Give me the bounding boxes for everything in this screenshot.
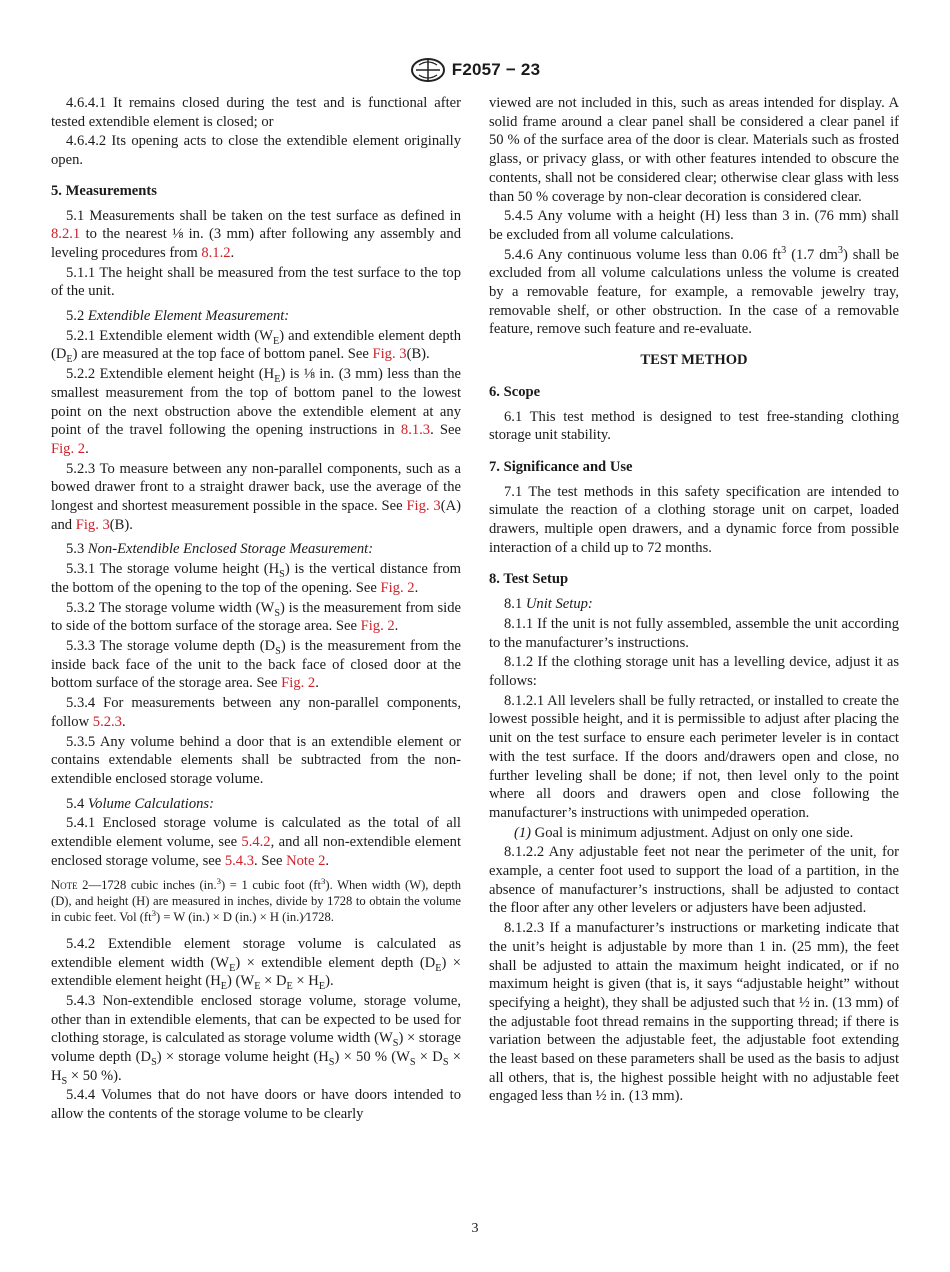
para-5-4-1: 5.4.1 Enclosed storage volume is calculated as the total of all extendible element volume, see 5.4.2, and all non-extendible element enclosed storage volume, see 5.4.3. See Note 2. <box>51 815 461 869</box>
para-7-1: 7.1 The test methods in this safety specification are intended to simulate the reaction of a clothing storage unit on carpet, loaded drawers, multiple open drawers, and a dynamic force from possible interaction of a child up to 72 months. <box>489 483 899 556</box>
para-5-4-5: 5.4.5 Any volume with a height (H) less than 3 in. (76 mm) shall be excluded from all volume calculations. <box>489 208 899 243</box>
astm-logo-icon <box>410 57 446 83</box>
link-fig-2[interactable]: Fig. 2 <box>281 675 316 692</box>
para-5-4-4: 5.4.4 Volumes that do not have doors or have doors intended to allow the contents of the storage volume to be clearly <box>51 1087 461 1123</box>
para-5-4-6: 5.4.6 Any continuous volume less than 0.06 $ft^3$ (1.7 $dm^3$) shall be excluded from all volume calculations unless the volume is created by a removable feature, for example, a removable jewelry tray, removable shelf, or other obstruction. In the case of a removable feature, remove such feature and re-evaluate. <box>489 244 899 338</box>
para-8-1-2-1: 8.1.2.1 All levelers shall be fully retracted, or installed to create the lowest possible height, and it is permissible to adjust after placing the unit on the test surface to ensure each perimeter leveler is in contact with the test surface. If the doors and/drawers open and close, no further leveling shall be done; if not, then level only to the point where all doors and drawers open and close following the manufacturer’s instructions with unimpeded operation. <box>489 692 899 821</box>
para-8-1-2: 8.1.2 If the clothing storage unit has a levelling device, adjust it as follows: <box>489 654 899 689</box>
section-5-heading: 5. Measurements <box>51 182 157 199</box>
para-5-3-1: 5.3.1 The storage volume height $(H_S)$ is the vertical distance from the bottom of the opening to the top of the opening. See Fig. 2. <box>51 561 461 596</box>
para-5-4: 5.4 Volume Calculations: <box>66 795 214 812</box>
link-fig-3[interactable]: Fig. 3 <box>372 346 407 363</box>
link-fig-3b[interactable]: Fig. 3 <box>75 516 110 533</box>
para-8-1-2-3: 8.1.2.3 If a manufacturer’s instructions or marketing indicate that the unit’s height is adjustable by more than 1 in. (25 mm), the feet shall be adjusted to attain the maximum height indicated, or if no maximum height is given (that is, it says “adjustable height” without specifying a height), they shall be adjusted such that ½ in. (13 mm) of the adjustable foot thread remains in the supporting thread; if there is variation between the adjustable feet, the adjustable foot extending the least based on these parameters shall be used as the basis to adjust all others, that is, the highest possible height with no adjustable feet engaged less than ½ in. (13 mm). <box>489 920 899 1105</box>
para-5-3-4: 5.3.4 For measurements between any non-parallel components, follow 5.2.3. <box>51 695 461 730</box>
para-8-1-2-1-1: (1) Goal is minimum adjustment. Adjust on only one side. <box>514 824 854 841</box>
link-5-4-3[interactable]: 5.4.3 <box>224 852 255 869</box>
test-method-heading: TEST METHOD <box>640 352 748 369</box>
para-5-1-1: 5.1.1 The height shall be measured from the test surface to the top of the unit. <box>51 264 461 300</box>
link-8-2-1[interactable]: 8.2.1 <box>51 226 81 243</box>
note-2: Note 2—1728 cubic inches (in.$^3$) = 1 cubic foot $(ft^3)$. When width (W), depth (D), and height (H) are measured in inches, divide by 1728 to obtain the volume in cubic feet. Vol $(ft^3) = W$ (in.) × D (in.) × H (in.)⁄1728. <box>51 876 462 925</box>
link-5-4-2[interactable]: 5.4.2 <box>241 834 271 851</box>
para-8-1-2-2: 8.1.2.2 Any adjustable feet not near the perimeter of the unit, for example, a center foot used to support the load of a partition, in the absence of manufacturer’s instructions, shall be adjusted to contact the floor after any other levelers or adjusters have been adjusted. <box>489 844 899 917</box>
para-8-1: 8.1 Unit Setup: <box>504 596 593 613</box>
para-5-1: 5.1 Measurements shall be taken on the test surface as defined in 8.2.1 to the nearest ⅛ in. (3 mm) after following any assembly and leveling procedures from 8.1.2. <box>51 207 461 261</box>
link-8-1-3[interactable]: 8.1.3 <box>400 422 431 439</box>
right-column <box>489 94 899 1107</box>
link-note-2[interactable]: Note 2 <box>286 852 326 869</box>
para-5-2: 5.2 Extendible Element Measurement: <box>66 308 290 325</box>
para-5-3-3: 5.3.3 The storage volume depth $(D_S)$ is the measurement from the inside back face of the unit to the back face of closed door at the bottom surface of the storage area. See Fig. 2. <box>51 637 461 692</box>
para-5-3: 5.3 Non-Extendible Enclosed Storage Measurement: <box>66 541 374 558</box>
section-8-heading: 8. Test Setup <box>489 571 569 588</box>
para-5-3-2: 5.3.2 The storage volume width $(W_S)$ is the measurement from side to side of the bottom surface of the storage area. See Fig. 2. <box>51 599 461 635</box>
section-6-heading: 6. Scope <box>489 383 541 400</box>
link-fig-2[interactable]: Fig. 2 <box>51 440 86 457</box>
para-5-2-1: 5.2.1 Extendible element width $(W_E)$ and extendible element depth $(D_E)$ are measured at the top face of bottom panel. See Fig. 3(B). <box>51 327 461 366</box>
link-5-2-3[interactable]: 5.2.3 <box>92 713 122 730</box>
page-number: 3 <box>471 1221 479 1236</box>
para-5-4-2: 5.4.2 Extendible element storage volume is calculated as extendible element width $(W_E)$ × extendible element depth $(D_E)$ × extendible element height $(H_E) (W_E \times D_E \times H_E)$. <box>51 935 461 993</box>
para-8-1-1: 8.1.1 If the unit is not fully assembled, assemble the unit according to the manufacturer’s instructions. <box>489 615 899 651</box>
link-fig-2[interactable]: Fig. 2 <box>360 618 395 635</box>
para-6-1: 6.1 This test method is designed to test free-standing clothing storage unit stability. <box>489 408 899 444</box>
para-5-4-4-continued: viewed are not included in this, such as areas intended for display. A solid frame around a clear panel shall be considered a clear panel if 50 % of the surface area of the door is clear. Materials such as frosted glass, or privacy glass, or with other features intended to obscure the contents, shall not be considered clear; otherwise clear glass with less than 50 % coverage by non-clear decoration is considered clear. <box>489 95 899 205</box>
page-header <box>0 56 950 84</box>
link-fig-3a[interactable]: Fig. 3 <box>406 498 441 515</box>
para-4-6-4-2: 4.6.4.2 Its opening acts to close the extendible element originally open. <box>51 133 461 169</box>
para-5-4-3: 5.4.3 Non-extendible enclosed storage volume, storage volume, other than in extendible elements, that can be expected to be used for clothing storage, is calculated as storage volume width $(W_S)$ × storage volume depth $(D_S)$ × storage volume height $(H_S) \times 50$ % ($W_S \times D_S \times H_S \times 50$ %). <box>51 992 461 1087</box>
para-5-3-5: 5.3.5 Any volume behind a door that is an extendible element or contains extendable elements shall be subtracted from the non-extendible enclosed storage volume. <box>51 733 461 787</box>
para-4-6-4-1: 4.6.4.1 It remains closed during the test and is functional after tested extendible element is closed; or <box>51 95 461 130</box>
para-5-2-3: 5.2.3 To measure between any non-parallel components, such as a bowed drawer front to a straight drawer back, use the average of the longest and shortest measurement possible in the space. See Fig. 3(A) and Fig. 3(B). <box>51 460 461 533</box>
left-column <box>51 94 461 1125</box>
document-id: F2057 − 23 <box>451 60 541 79</box>
link-fig-2[interactable]: Fig. 2 <box>380 579 415 596</box>
section-7-heading: 7. Significance and Use <box>489 458 633 475</box>
para-5-2-2: 5.2.2 Extendible element height $(H_E)$ is ⅛ in. (3 mm) less than the smallest measurement from the top of bottom panel to the lowest point on the next obstruction above the extendible element at any point of the travel following the opening instructions in 8.1.3. See Fig. 2. <box>51 366 461 457</box>
link-8-1-2[interactable]: 8.1.2 <box>201 244 231 261</box>
